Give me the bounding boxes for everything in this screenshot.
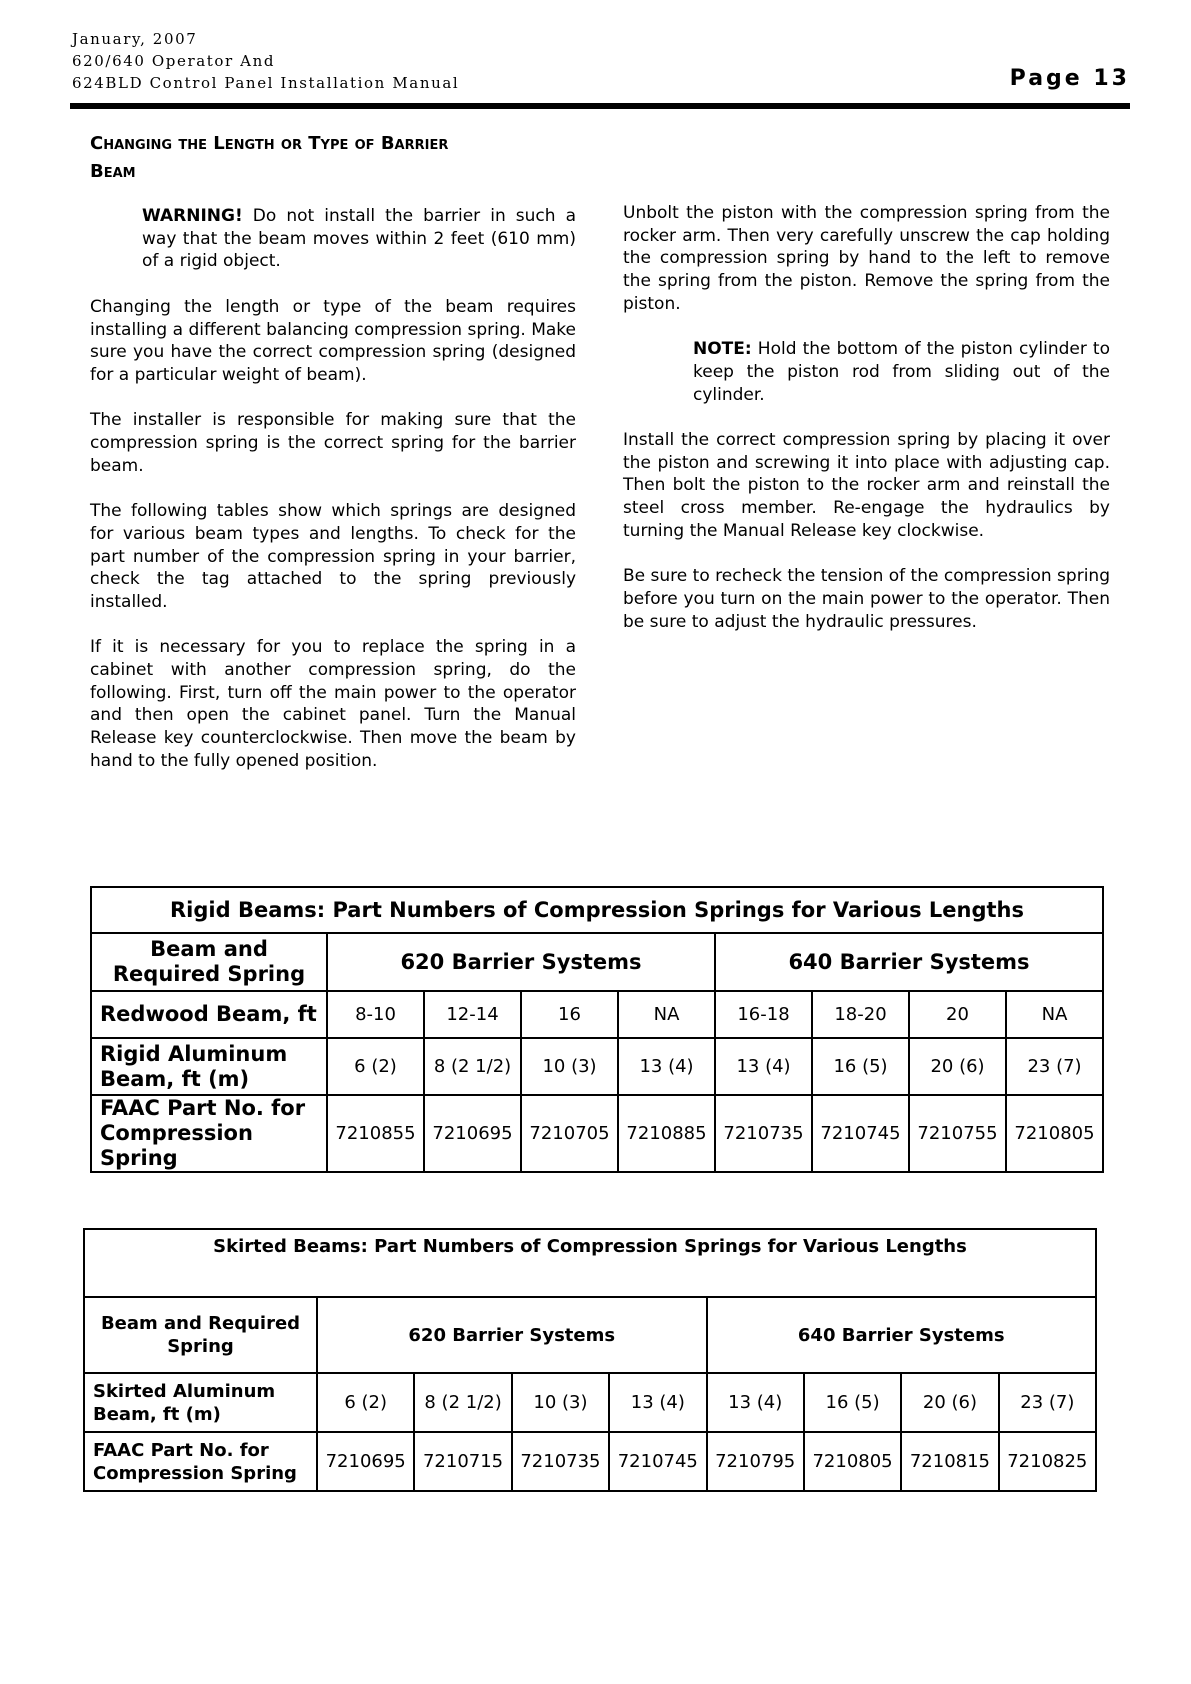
section-title xyxy=(90,130,610,186)
table-cell: 7210735 xyxy=(512,1432,609,1491)
system-640-header: 640 Barrier Systems xyxy=(707,1297,1097,1373)
table-cell: NA xyxy=(618,991,715,1038)
table-cell: 20 xyxy=(909,991,1006,1038)
left-column xyxy=(90,205,576,795)
table-row xyxy=(91,1095,1103,1172)
table-cell: 7210705 xyxy=(521,1095,618,1172)
table-cell: 20 (6) xyxy=(901,1373,998,1432)
header-date: January, 2007 xyxy=(72,30,198,48)
page-header xyxy=(72,28,1130,94)
table-cell: 23 (7) xyxy=(1006,1038,1103,1095)
table-cell: 13 (4) xyxy=(707,1373,804,1432)
table-cell: 8 (2 1/2) xyxy=(424,1038,521,1095)
system-620-header: 620 Barrier Systems xyxy=(327,933,715,991)
table-cell: 7210885 xyxy=(618,1095,715,1172)
table-cell: 7210755 xyxy=(909,1095,1006,1172)
paragraph: If it is necessary for you to replace the spring in a cabinet with another compression spring, do the following. First, turn off the main power to the operator and then open the cabinet panel. Turn the Manual Release key counterclockwise. Then move the beam by hand to the fully opened position. xyxy=(90,637,576,771)
section-title-line-1: Changing the Length or Type of Barrier xyxy=(90,133,449,154)
paragraph: Install the correct compression spring by placing it over the piston and screwing it into place with adjusting cap. Then bolt the piston to the rocker arm and reinstall the steel cross member. Re-engage the hydraulics by turning the Manual Release key clockwise. xyxy=(623,430,1110,541)
table-head-label: Beam and Required Spring xyxy=(84,1297,317,1373)
table-cell: 7210815 xyxy=(901,1432,998,1491)
row-label: FAAC Part No. for Compression Spring xyxy=(84,1432,317,1491)
header-rule xyxy=(70,103,1130,109)
paragraph: Changing the length or type of the beam requires installing a different balancing compression spring. Make sure you have the correct compression spring (designed for a particular weight of beam). xyxy=(90,296,576,385)
table-cell: 18-20 xyxy=(812,991,909,1038)
table-cell: 8-10 xyxy=(327,991,424,1038)
table-cell: 7210805 xyxy=(804,1432,901,1491)
note-label: NOTE: xyxy=(693,339,752,360)
row-label: Redwood Beam, ft xyxy=(91,991,327,1038)
table-cell: 7210805 xyxy=(1006,1095,1103,1172)
row-label: FAAC Part No. for Compression Spring xyxy=(91,1095,327,1172)
table-cell: 16 (5) xyxy=(804,1373,901,1432)
section-title-line-2: Beam xyxy=(90,161,136,182)
table-cell: 8 (2 1/2) xyxy=(414,1373,511,1432)
paragraph: The installer is responsible for making sure that the compression spring is the correct spring for the barrier beam. xyxy=(90,410,576,476)
table-cell: 6 (2) xyxy=(327,1038,424,1095)
system-640-header: 640 Barrier Systems xyxy=(715,933,1103,991)
table-cell: 7210745 xyxy=(609,1432,706,1491)
table-cell: 13 (4) xyxy=(715,1038,812,1095)
table-cell: 7210795 xyxy=(707,1432,804,1491)
table-cell: 10 (3) xyxy=(512,1373,609,1432)
row-label: Skirted Aluminum Beam, ft (m) xyxy=(84,1373,317,1432)
table-row xyxy=(84,1373,1096,1432)
table-cell: NA xyxy=(1006,991,1103,1038)
page-number: Page 13 xyxy=(1009,66,1130,91)
table-row xyxy=(91,991,1103,1038)
table-title: Skirted Beams: Part Numbers of Compression Springs for Various Lengths xyxy=(84,1229,1096,1297)
note-paragraph xyxy=(693,338,1110,406)
skirted-beams-table xyxy=(83,1228,1097,1492)
table-cell: 13 (4) xyxy=(618,1038,715,1095)
table-cell: 7210745 xyxy=(812,1095,909,1172)
right-column xyxy=(623,202,1110,656)
warning-text: Do not install the barrier in such a way that the beam moves within 2 feet (610 mm) of a rigid object. xyxy=(142,206,576,272)
table-cell: 7210735 xyxy=(715,1095,812,1172)
table-cell: 16-18 xyxy=(715,991,812,1038)
table-cell: 7210825 xyxy=(999,1432,1096,1491)
table-cell: 13 (4) xyxy=(609,1373,706,1432)
table-cell: 23 (7) xyxy=(999,1373,1096,1432)
paragraph: Unbolt the piston with the compression spring from the rocker arm. Then very carefully unscrew the cap holding the compression spring by hand to the left to remove the spring from the piston. Remove the spring from the piston. xyxy=(623,203,1110,314)
table-cell: 7210695 xyxy=(317,1432,414,1491)
table-row xyxy=(91,1038,1103,1095)
table-cell: 20 (6) xyxy=(909,1038,1006,1095)
table-cell: 6 (2) xyxy=(317,1373,414,1432)
table-cell: 16 xyxy=(521,991,618,1038)
paragraph: The following tables show which springs are designed for various beam types and lengths. To check for the part number of the compression spring in your barrier, check the tag attached to the spring previously installed. xyxy=(90,501,576,612)
warning-label: WARNING! xyxy=(142,206,243,226)
system-620-header: 620 Barrier Systems xyxy=(317,1297,707,1373)
paragraph: Be sure to recheck the tension of the compression spring before you turn on the main power to the operator. Then be sure to adjust the hydraulic pressures. xyxy=(623,566,1110,632)
table-head-label: Beam and Required Spring xyxy=(91,933,327,991)
row-label: Rigid Aluminum Beam, ft (m) xyxy=(91,1038,327,1095)
table-cell: 10 (3) xyxy=(521,1038,618,1095)
table-title: Rigid Beams: Part Numbers of Compression Springs for Various Lengths xyxy=(91,887,1103,933)
table-row xyxy=(84,1432,1096,1491)
note-text: Hold the bottom of the piston cylinder to keep the piston rod from sliding out of the cylinder. xyxy=(693,339,1110,405)
table-cell: 16 (5) xyxy=(812,1038,909,1095)
header-manual-line-3: 624BLD Control Panel Installation Manual xyxy=(72,74,460,92)
header-manual-line-2: 620/640 Operator And xyxy=(72,52,276,70)
rigid-beams-table xyxy=(90,886,1104,1173)
table-cell: 7210715 xyxy=(414,1432,511,1491)
warning-paragraph xyxy=(142,205,576,273)
table-cell: 7210855 xyxy=(327,1095,424,1172)
table-cell: 12-14 xyxy=(424,991,521,1038)
table-cell: 7210695 xyxy=(424,1095,521,1172)
